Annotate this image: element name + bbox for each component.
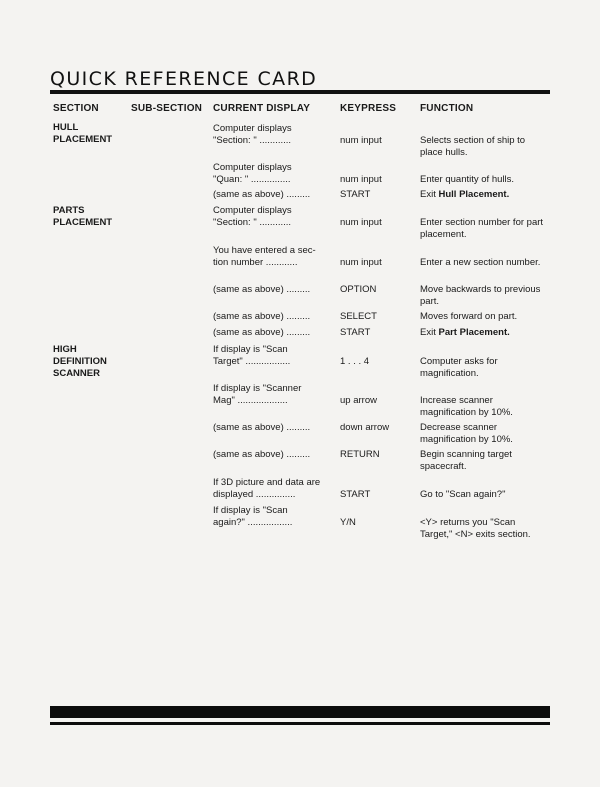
table-row-keypress: START <box>340 189 371 200</box>
table-row-keypress: Y/N <box>340 517 356 528</box>
table-row-keypress: num input <box>340 174 382 185</box>
page-title: QUICK REFERENCE CARD <box>50 68 318 90</box>
column-header-section: SECTION <box>53 103 99 114</box>
table-row-keypress: SELECT <box>340 311 377 322</box>
table-row-function: Exit Hull Placement. <box>420 189 510 200</box>
table-row-keypress: RETURN <box>340 449 380 460</box>
table-row-keypress: num input <box>340 217 382 228</box>
table-row-keypress: num input <box>340 135 382 146</box>
table-row-display: (same as above) ......... <box>213 449 311 460</box>
footer-rule <box>50 722 550 725</box>
table-row-display: Computer displays "Section: " ............ <box>213 123 292 146</box>
table-row-display: (same as above) ......... <box>213 189 311 200</box>
section-high-definition-scanner: HIGH DEFINITION SCANNER <box>53 344 107 379</box>
table-row-display: If display is "Scanner Mag" ................... <box>213 383 302 406</box>
table-row-keypress: 1 . . . 4 <box>340 356 370 367</box>
table-row-function: <Y> returns you "Scan Target," <N> exits section. <box>420 517 531 540</box>
table-row-display: If 3D picture and data are displayed ............... <box>213 477 321 500</box>
table-row-function: Exit Part Placement. <box>420 327 510 338</box>
column-header-function: FUNCTION <box>420 103 474 114</box>
table-row-display: (same as above) ......... <box>213 422 311 433</box>
section-hull-placement: HULL PLACEMENT <box>53 122 113 145</box>
table-row-display: (same as above) ......... <box>213 311 311 322</box>
column-header-subsection: SUB-SECTION <box>131 103 203 114</box>
table-row-function: Enter section number for part placement. <box>420 217 544 240</box>
table-row-function: Computer asks for magnification. <box>420 356 498 379</box>
table-row-function: Go to "Scan again?" <box>420 489 506 500</box>
table-row-display: If display is "Scan again?" ................. <box>213 505 293 528</box>
table-row-display: (same as above) ......... <box>213 284 311 295</box>
table-row-function: Begin scanning target spacecraft. <box>420 449 512 472</box>
table-row-function: Decrease scanner magnification by 10%. <box>420 422 513 445</box>
table-row-display: If display is "Scan Target" ................. <box>213 344 291 367</box>
table-row-keypress: START <box>340 489 371 500</box>
table-row-function: Increase scanner magnification by 10%. <box>420 395 513 418</box>
table-row-display: (same as above) ......... <box>213 327 311 338</box>
table-row-function: Moves forward on part. <box>420 311 518 322</box>
table-row-display: Computer displays "Quan: " ............... <box>213 162 292 185</box>
header-rule <box>50 90 550 94</box>
table-row-keypress: down arrow <box>340 422 390 433</box>
table-row-function: Move backwards to previous part. <box>420 284 541 307</box>
table-row-display: You have entered a sec- tion number ............ <box>213 245 316 268</box>
table-row-function: Enter quantity of hulls. <box>420 174 514 185</box>
table-row-display: Computer displays "Section: " ............ <box>213 205 292 228</box>
table-row-function: Selects section of ship to place hulls. <box>420 135 526 158</box>
column-header-keypress: KEYPRESS <box>340 103 397 114</box>
table-row-keypress: OPTION <box>340 284 377 295</box>
table-row-keypress: START <box>340 327 371 338</box>
table-row-keypress: up arrow <box>340 395 377 406</box>
table-row-function: Enter a new section number. <box>420 257 541 268</box>
footer-bar <box>50 706 550 718</box>
table-row-keypress: num input <box>340 257 382 268</box>
column-header-current-display: CURRENT DISPLAY <box>213 103 311 114</box>
section-parts-placement: PARTS PLACEMENT <box>53 205 113 228</box>
